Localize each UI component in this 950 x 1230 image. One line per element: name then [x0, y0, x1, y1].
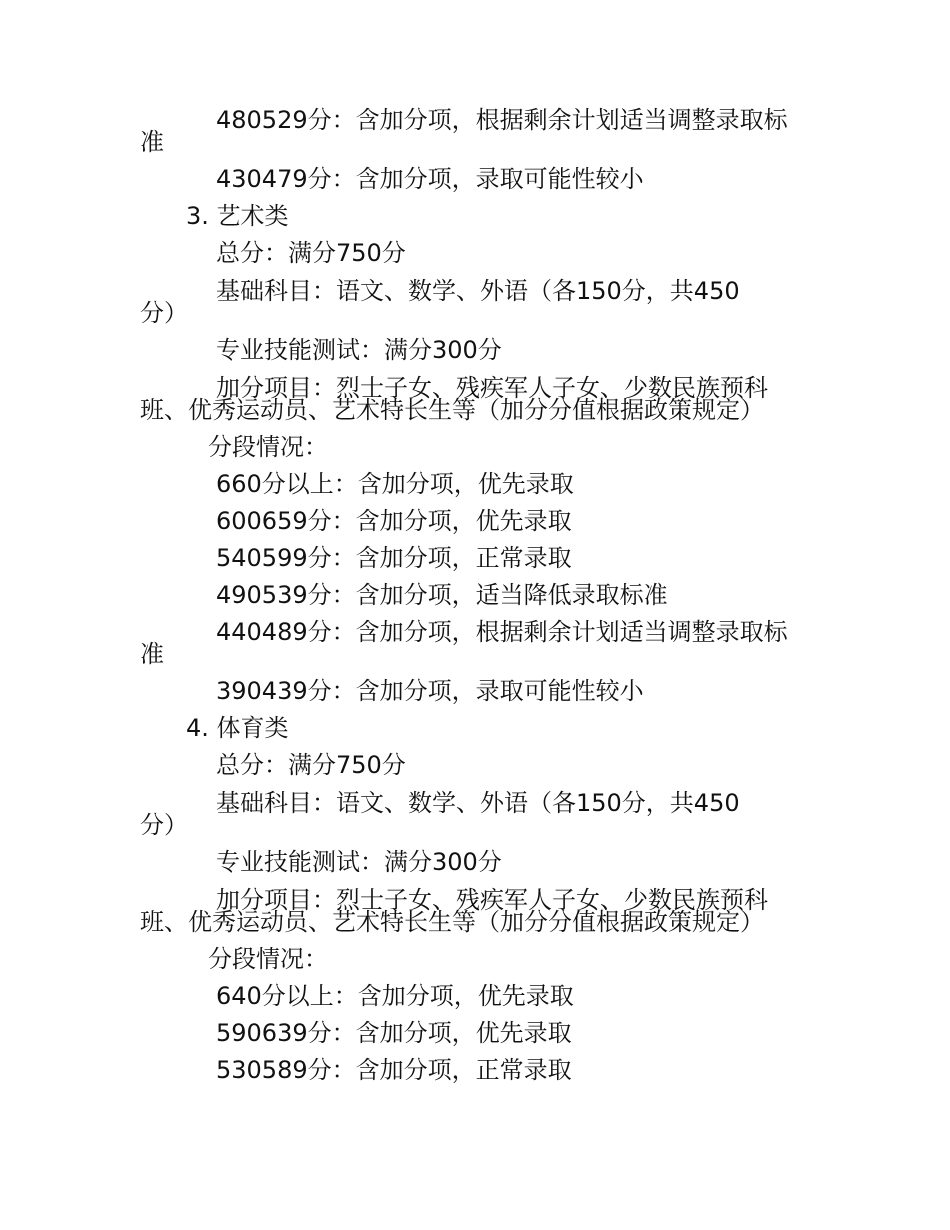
text-line: 准	[140, 640, 164, 668]
text-line: 440489分：含加分项，根据剩余计划适当调整录取标	[216, 618, 788, 646]
text-line: 660分以上：含加分项，优先录取	[216, 470, 574, 498]
text-line: 班、优秀运动员、艺术特长生等（加分分值根据政策规定）	[140, 908, 764, 936]
text-line: 加分项目：烈士子女、残疾军人子女、少数民族预科	[216, 374, 768, 402]
text-line: 准	[140, 128, 164, 156]
text-line: 640分以上：含加分项，优先录取	[216, 982, 574, 1010]
text-line: 总分：满分750分	[216, 239, 406, 267]
text-line: 加分项目：烈士子女、残疾军人子女、少数民族预科	[216, 886, 768, 914]
text-line: 530589分：含加分项，正常录取	[216, 1056, 572, 1084]
text-line: 专业技能测试：满分300分	[216, 848, 502, 876]
text-line: 基础科目：语文、数学、外语（各150分，共450	[216, 277, 740, 305]
section-heading: 3. 艺术类	[186, 202, 289, 230]
text-line: 390439分：含加分项，录取可能性较小	[216, 677, 644, 705]
text-line: 专业技能测试：满分300分	[216, 336, 502, 364]
text-line: 总分：满分750分	[216, 751, 406, 779]
text-line: 分）	[140, 299, 188, 327]
text-line: 480529分：含加分项，根据剩余计划适当调整录取标	[216, 106, 788, 134]
text-line: 540599分：含加分项，正常录取	[216, 544, 572, 572]
text-line: 分段情况：	[208, 945, 328, 973]
text-line: 490539分：含加分项，适当降低录取标准	[216, 581, 668, 609]
text-line: 590639分：含加分项，优先录取	[216, 1019, 572, 1047]
section-heading: 4. 体育类	[186, 714, 289, 742]
text-line: 分）	[140, 811, 188, 839]
text-line: 600659分：含加分项，优先录取	[216, 507, 572, 535]
text-line: 基础科目：语文、数学、外语（各150分，共450	[216, 789, 740, 817]
text-line: 430479分：含加分项，录取可能性较小	[216, 165, 644, 193]
text-line: 班、优秀运动员、艺术特长生等（加分分值根据政策规定）	[140, 396, 764, 424]
text-line: 分段情况：	[208, 433, 328, 461]
